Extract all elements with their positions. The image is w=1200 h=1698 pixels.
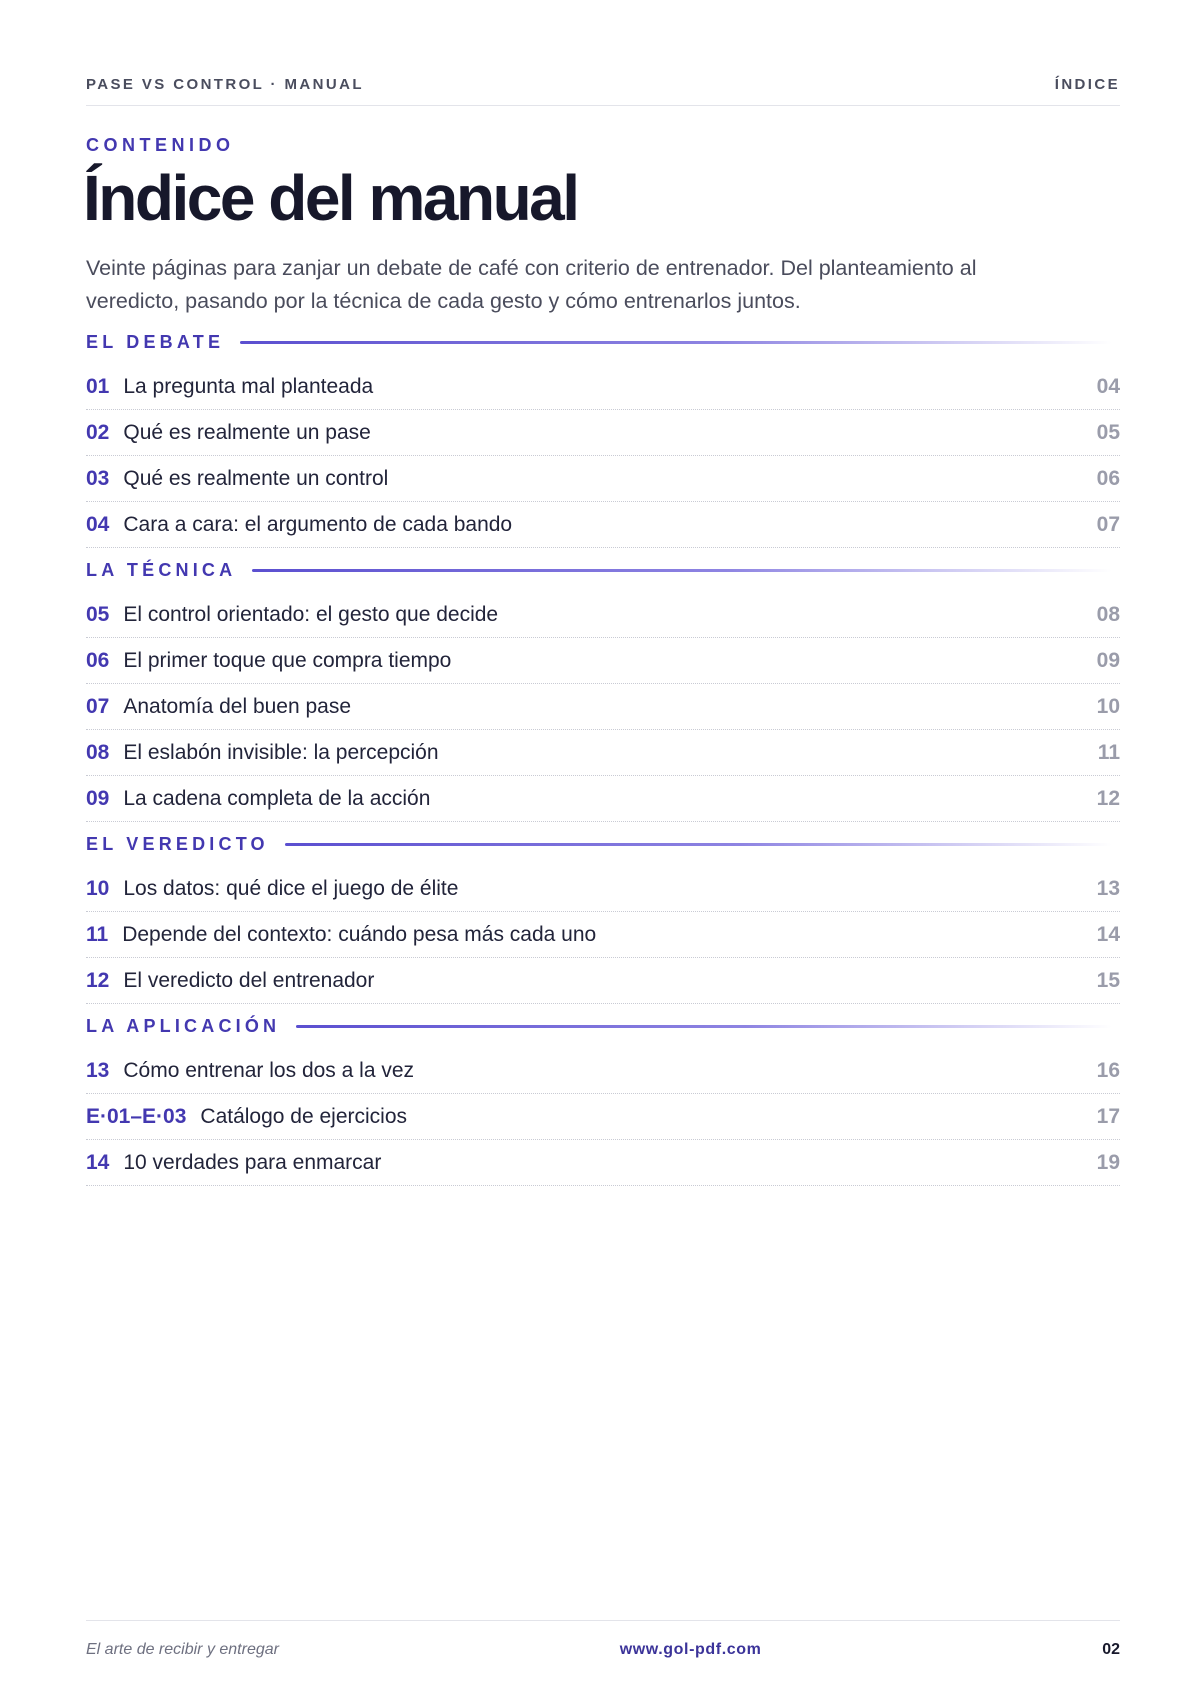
toc-entry[interactable]	[86, 684, 1120, 730]
toc-entry[interactable]	[86, 730, 1120, 776]
toc-entry-number: 07	[86, 694, 110, 718]
toc-entry-number: 14	[86, 1150, 110, 1174]
toc-entry[interactable]	[86, 1048, 1120, 1094]
section-header	[86, 1004, 1120, 1048]
toc-entry-title: El control orientado: el gesto que decide	[123, 602, 499, 626]
toc-entry-number: 02	[86, 420, 110, 444]
running-header	[86, 76, 1120, 106]
toc-entry-title: El primer toque que compra tiempo	[123, 648, 452, 672]
toc-entry-title: 10 verdades para enmarcar	[123, 1150, 382, 1174]
toc-entry-title: Cara a cara: el argumento de cada bando	[123, 512, 513, 536]
section-label: EL DEBATE	[86, 331, 225, 352]
table-of-contents	[86, 320, 1120, 1186]
toc-entry-page: 13	[1096, 876, 1120, 900]
toc-entry-title: Los datos: qué dice el juego de élite	[123, 876, 459, 900]
intro-paragraph: Veinte páginas para zanjar un debate de café con criterio de entrenador. Del planteamiento al veredicto, pasando por la técnica de cada gesto y cómo entrenarlos juntos.	[86, 256, 977, 313]
page-title: Índice del manual	[83, 162, 578, 234]
section-label: EL VEREDICTO	[86, 833, 269, 854]
toc-entry-page: 11	[1097, 740, 1120, 764]
footer-tagline: El arte de recibir y entregar	[86, 1641, 279, 1658]
page-number: 02	[1102, 1641, 1120, 1658]
toc-entry-title: La cadena completa de la acción	[123, 786, 431, 810]
section-divider	[296, 1025, 1112, 1028]
toc-entry-number: 05	[86, 602, 110, 626]
toc-entry[interactable]	[86, 776, 1120, 822]
toc-section-aplicacion	[86, 1004, 1120, 1186]
toc-entry-number: E·01–E·03	[86, 1104, 187, 1128]
toc-entry-page: 15	[1096, 968, 1120, 992]
toc-entry-page: 19	[1096, 1150, 1120, 1174]
toc-entry[interactable]	[86, 592, 1120, 638]
toc-entry-page: 05	[1096, 420, 1120, 444]
toc-entry[interactable]	[86, 866, 1120, 912]
toc-entry-title: Catálogo de ejercicios	[200, 1104, 408, 1128]
toc-entry-number: 11	[86, 922, 109, 946]
toc-entry[interactable]	[86, 410, 1120, 456]
toc-section-veredicto	[86, 822, 1120, 1004]
toc-entry[interactable]	[86, 958, 1120, 1004]
toc-entry-page: 17	[1096, 1104, 1120, 1128]
header-section-name: ÍNDICE	[1054, 76, 1120, 93]
toc-entry-number: 09	[86, 786, 110, 810]
running-footer	[86, 1620, 1120, 1659]
eyebrow-label: CONTENIDO	[86, 135, 235, 155]
toc-entry-title: Depende del contexto: cuándo pesa más cada uno	[122, 922, 597, 946]
toc-entry-page: 16	[1096, 1058, 1120, 1082]
toc-section-debate	[86, 320, 1120, 548]
toc-entry-number: 06	[86, 648, 110, 672]
section-header	[86, 822, 1120, 866]
toc-entry-number: 01	[86, 374, 110, 398]
toc-entry-number: 10	[86, 876, 110, 900]
toc-entry-page: 08	[1096, 602, 1120, 626]
toc-entry-number: 08	[86, 740, 110, 764]
toc-entry-number: 13	[86, 1058, 110, 1082]
toc-entry[interactable]	[86, 364, 1120, 410]
toc-entry-page: 06	[1096, 466, 1120, 490]
toc-entry-title: Qué es realmente un pase	[123, 420, 371, 444]
toc-entry-title: Qué es realmente un control	[123, 466, 389, 490]
header-doc-title: PASE VS CONTROL · MANUAL	[86, 76, 364, 93]
toc-entry-title: Cómo entrenar los dos a la vez	[123, 1058, 415, 1082]
toc-entry-page: 14	[1096, 922, 1120, 946]
toc-entry[interactable]	[86, 912, 1120, 958]
section-divider	[252, 569, 1112, 572]
toc-section-tecnica	[86, 548, 1120, 822]
footer-website-link[interactable]: www.gol-pdf.com	[619, 1641, 762, 1658]
section-label: LA TÉCNICA	[86, 559, 237, 580]
section-divider	[240, 341, 1112, 344]
section-header	[86, 320, 1120, 364]
section-divider	[285, 843, 1112, 846]
toc-entry-page: 12	[1096, 786, 1120, 810]
toc-entry-page: 09	[1096, 648, 1120, 672]
toc-entry-page: 04	[1096, 374, 1120, 398]
toc-entry-number: 12	[86, 968, 110, 992]
section-header	[86, 548, 1120, 592]
toc-entry[interactable]	[86, 1094, 1120, 1140]
toc-entry-title: El eslabón invisible: la percepción	[123, 740, 439, 764]
toc-entry-title: La pregunta mal planteada	[123, 374, 374, 398]
toc-entry-number: 03	[86, 466, 110, 490]
toc-entry[interactable]	[86, 502, 1120, 548]
toc-entry-page: 07	[1096, 512, 1120, 536]
toc-entry[interactable]	[86, 456, 1120, 502]
toc-entry-title: El veredicto del entrenador	[123, 968, 375, 992]
toc-entry-page: 10	[1096, 694, 1120, 718]
toc-entry-number: 04	[86, 512, 110, 536]
toc-entry[interactable]	[86, 638, 1120, 684]
toc-entry[interactable]	[86, 1140, 1120, 1186]
section-label: LA APLICACIÓN	[86, 1015, 281, 1036]
toc-entry-title: Anatomía del buen pase	[123, 694, 352, 718]
